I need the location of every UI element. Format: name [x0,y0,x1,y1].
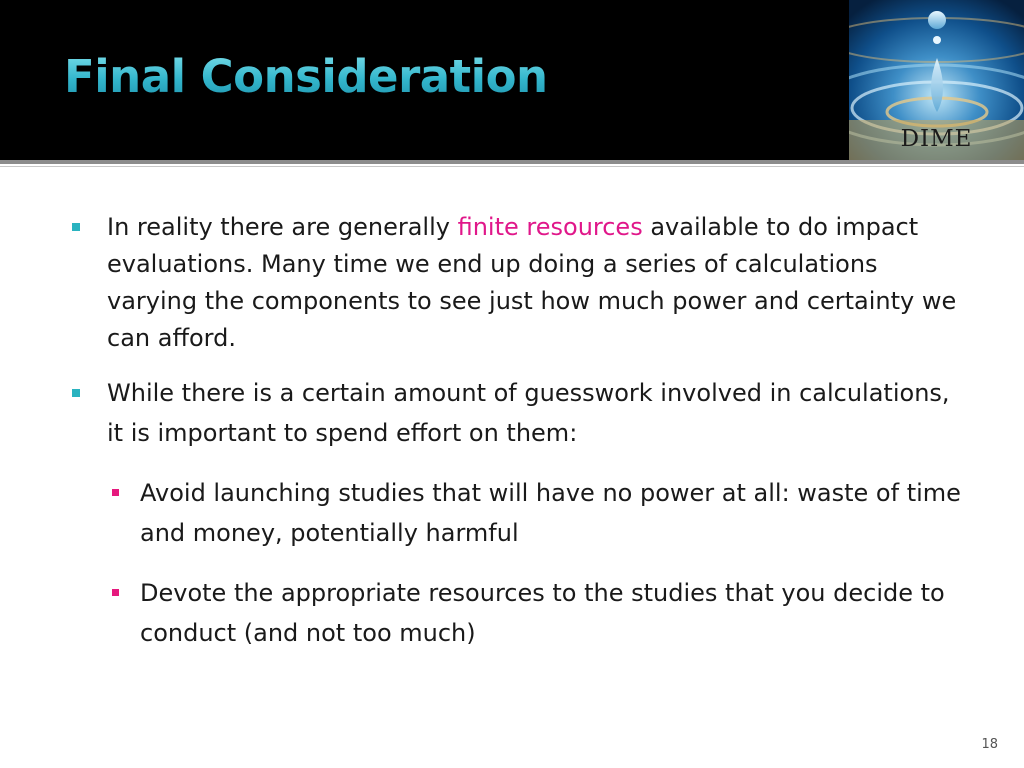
sub-bullet-square-icon [112,489,119,496]
sub-bullet-item [70,473,970,553]
bullet-square-icon [72,389,80,397]
sub-bullet-square-icon [112,589,119,596]
bullet-text-post: available to do impact evaluations. Many time we end up doing a series of calculations varying the components to see just how much power and certainty we can afford. [107,213,957,352]
dime-logo [849,0,1024,160]
bullet-text-pre: In reality there are generally [107,213,458,241]
logo-text: DIME [900,126,973,152]
bullet-text: While there is a certain amount of guesswork involved in calculations, it is important to spend effort on them: [107,379,950,447]
slide-title: Final Consideration [64,50,548,103]
page-number: 18 [981,737,998,752]
sub-bullet-text: Devote the appropriate resources to the studies that you decide to conduct (and not too much) [140,579,945,647]
slide-body [70,209,970,673]
bullet-item [70,209,970,357]
header-divider-thin [0,166,1024,167]
header-divider [0,160,1024,164]
sub-bullet-text: Avoid launching studies that will have no power at all: waste of time and money, potentially harmful [140,479,961,547]
bullet-item [70,373,970,453]
sub-bullet-item [70,573,970,653]
bullet-square-icon [72,223,80,231]
highlight-text: finite resources [457,213,643,241]
